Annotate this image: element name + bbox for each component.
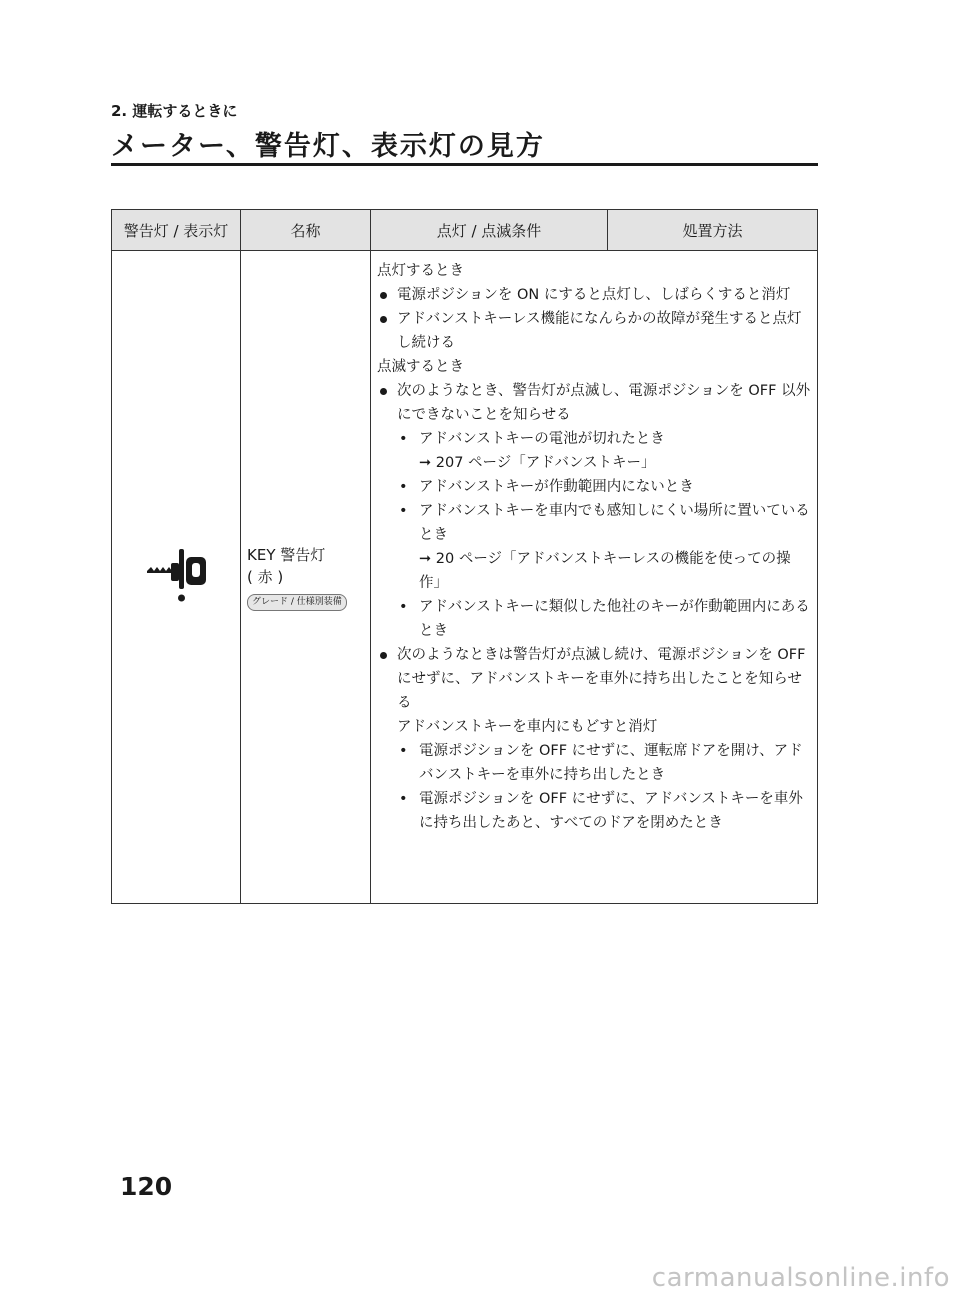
subitem-marker-icon: • xyxy=(399,431,408,447)
condition-text: 電源ポジションを OFF にせずに、アドバンストキーを車外に持ち出したあと、すべてのドアを閉めたとき xyxy=(419,791,803,831)
table-header-row xyxy=(112,210,818,251)
condition-heading xyxy=(377,259,811,283)
icon-cell xyxy=(112,251,241,904)
column-header-name: 名称 xyxy=(241,210,371,251)
condition-note xyxy=(377,715,811,739)
condition-text: アドバンストキーに類似した他社のキーが作動範囲内にあるとき xyxy=(419,599,810,639)
condition-text: ➞ 20 ページ「アドバンストキーレスの機能を使っての操作」 xyxy=(419,551,791,591)
condition-text: 次のようなときは警告灯が点滅し続け、電源ポジションを OFF にせずに、アドバンストキーを車外に持ち出したことを知らせる xyxy=(397,647,806,711)
warning-light-table xyxy=(111,209,818,904)
condition-text: ➞ 207 ページ「アドバンストキー」 xyxy=(419,455,656,471)
page-reference xyxy=(377,451,811,475)
title-divider xyxy=(111,163,818,166)
condition-subitem xyxy=(377,499,811,547)
subitem-marker-icon: • xyxy=(399,599,408,615)
section-label: 2. 運転するときに xyxy=(111,102,238,120)
condition-bullet xyxy=(377,643,811,715)
page-number: 120 xyxy=(120,1172,173,1201)
subitem-marker-icon: • xyxy=(399,791,408,807)
condition-text: アドバンストキーの電池が切れたとき xyxy=(419,431,665,447)
page-title: メーター、警告灯、表示灯の見方 xyxy=(111,131,545,162)
condition-heading xyxy=(377,355,811,379)
condition-subitem xyxy=(377,595,811,643)
condition-subitem xyxy=(377,739,811,787)
subitem-marker-icon: • xyxy=(399,503,408,519)
condition-text: アドバンストキーレス機能になんらかの故障が発生すると点灯し続ける xyxy=(397,311,802,351)
condition-text: アドバンストキーが作動範囲内にないとき xyxy=(419,479,694,495)
bullet-dot-icon xyxy=(380,388,387,395)
condition-bullet xyxy=(377,379,811,427)
conditions-cell xyxy=(371,251,818,904)
condition-text: 電源ポジションを ON にすると点灯し、しばらくすると消灯 xyxy=(397,287,791,303)
page-reference xyxy=(377,547,811,595)
condition-text: 次のようなとき、警告灯が点滅し、電源ポジションを OFF 以外にできないことを知らせる xyxy=(397,383,811,423)
column-header-light: 警告灯 / 表示灯 xyxy=(112,210,241,251)
condition-subitem xyxy=(377,475,811,499)
watermark: carmanualsonline.info xyxy=(651,1263,950,1293)
grade-spec-badge: グレード / 仕様別装備 xyxy=(247,594,347,611)
condition-text: 電源ポジションを OFF にせずに、運転席ドアを開け、アドバンストキーを車外に持ち出したとき xyxy=(419,743,803,783)
column-header-action: 処置方法 xyxy=(608,210,818,251)
bullet-dot-icon xyxy=(380,652,387,659)
condition-subitem xyxy=(377,787,811,835)
condition-text: 点滅するとき xyxy=(377,359,464,375)
condition-text: アドバンストキーを車内でも感知しにくい場所に置いているとき xyxy=(419,503,810,543)
name-cell xyxy=(241,251,371,904)
subitem-marker-icon: • xyxy=(399,479,408,495)
conditions-list xyxy=(377,259,811,835)
condition-subitem xyxy=(377,427,811,451)
condition-text: アドバンストキーを車内にもどすと消灯 xyxy=(397,719,658,735)
subitem-marker-icon: • xyxy=(399,743,408,759)
light-color: ( 赤 ) xyxy=(247,567,284,586)
bullet-dot-icon xyxy=(380,292,387,299)
light-name: KEY 警告灯 xyxy=(247,545,326,564)
condition-bullet xyxy=(377,307,811,355)
column-header-conditions: 点灯 / 点滅条件 xyxy=(371,210,608,251)
bullet-dot-icon xyxy=(380,316,387,323)
condition-bullet xyxy=(377,283,811,307)
key-warning-icon xyxy=(141,545,211,605)
table-row xyxy=(112,251,818,904)
condition-text: 点灯するとき xyxy=(377,263,464,279)
